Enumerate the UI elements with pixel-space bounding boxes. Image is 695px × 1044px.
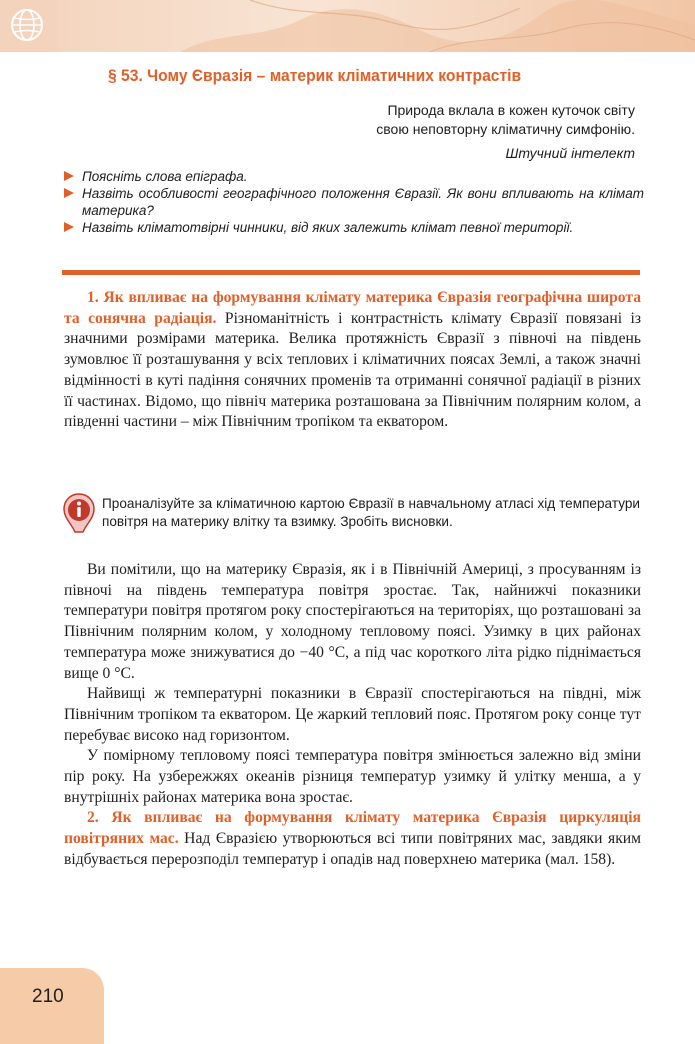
section-divider — [62, 270, 640, 275]
task-item — [64, 168, 644, 185]
section-2-text: Над Євразією утворюються всі типи повітряних мас, завдяки яким відбувається перерозподіл температур і опадів над поверхнею материка (мал. 158). — [64, 830, 641, 868]
triangle-bullet-icon — [64, 171, 74, 181]
task-text: Поясніть слова епіграфа. — [82, 169, 248, 184]
paragraph: У помірному тепловому поясі температура повітря змінюється залежно від зміни пір року. На узбережжях океанів різниця температур узимку й улітку менша, а у внутрішніх районах материка вона зростає. — [64, 747, 641, 806]
paragraph: Ви помітили, що на материку Євразія, як і в Північній Америці, з просуванням із півночі на південь температура повітря зростає. Так, найнижчі показники температури повітря протягом року спостерігаються на територіях, що розташовані за Північним полярним колом, у холодному тепловому поясі. Узимку в цих районах температура може знижуватися до −40 °С, а під час короткого літа рідко піднімається вище 0 °С. — [64, 561, 641, 682]
header-band — [0, 0, 695, 52]
note-box — [62, 492, 642, 552]
triangle-bullet-icon — [64, 188, 74, 198]
epigraph-line-2: свою неповторну кліматичну симфонію. — [376, 121, 635, 137]
paragraph: Найвищі ж температурні показники в Євразії спостерігаються на півдні, між Північним тропіком та екватором. Це жаркий тепловий пояс. Протягом року сонце тут перебуває високо над горизонтом. — [64, 685, 641, 744]
page-title: § 53. Чому Євразія – материк кліматичних контрастів — [108, 66, 522, 85]
epigraph — [275, 101, 635, 163]
section-1-paragraph — [64, 288, 641, 433]
section-1-heading: 1. Як впливає на формування клімату материка Євразія географічна широта та сонячна радіація. — [64, 289, 641, 327]
page-number: 210 — [32, 986, 64, 1007]
section-1 — [64, 288, 641, 433]
epigraph-line-1: Природа вклала в кожен куточок світу — [387, 102, 635, 118]
task-list — [64, 168, 644, 236]
task-item — [64, 185, 644, 219]
left-margin-strip — [0, 0, 58, 1044]
epigraph-author: Штучний інтелект — [505, 145, 635, 161]
triangle-bullet-icon — [64, 222, 74, 232]
info-icon — [62, 492, 96, 534]
section-2-heading: 2. Як впливає на формування клімату материка Євразія циркуляція повітряних мас. — [64, 809, 641, 848]
section-1-text: Різноманітність і контрастність клімату Євразії повязані із значними розмірами материка. Велика протяжність Євразії з півночі на південь зумовлює її розташування у всіх теплових і кліматичних поясах Землі, а також значні відмінності в куті падіння сонячних променів та отриманні сонячної радіації в різних її частинах. Відомо, що північ материка розташована за Північним полярним колом, а південні частини – між Північним тропіком та екватором. — [64, 309, 641, 431]
map-decoration — [0, 0, 695, 52]
main-paragraphs — [64, 560, 641, 871]
note-text: Проаналізуйте за кліматичною картою Євразії в навчальному атласі хід температури повітря на материку влітку та взимку. Зробіть висновки. — [102, 496, 640, 529]
task-text: Назвіть особливості географічного положення Євразії. Як вони впливають на клімат материка? — [82, 186, 644, 218]
task-text: Назвіть кліматотвірні чинники, від яких залежить клімат певної території. — [82, 220, 574, 235]
section-2-paragraph — [64, 808, 641, 870]
globe-icon — [10, 8, 44, 42]
task-item — [64, 219, 644, 236]
